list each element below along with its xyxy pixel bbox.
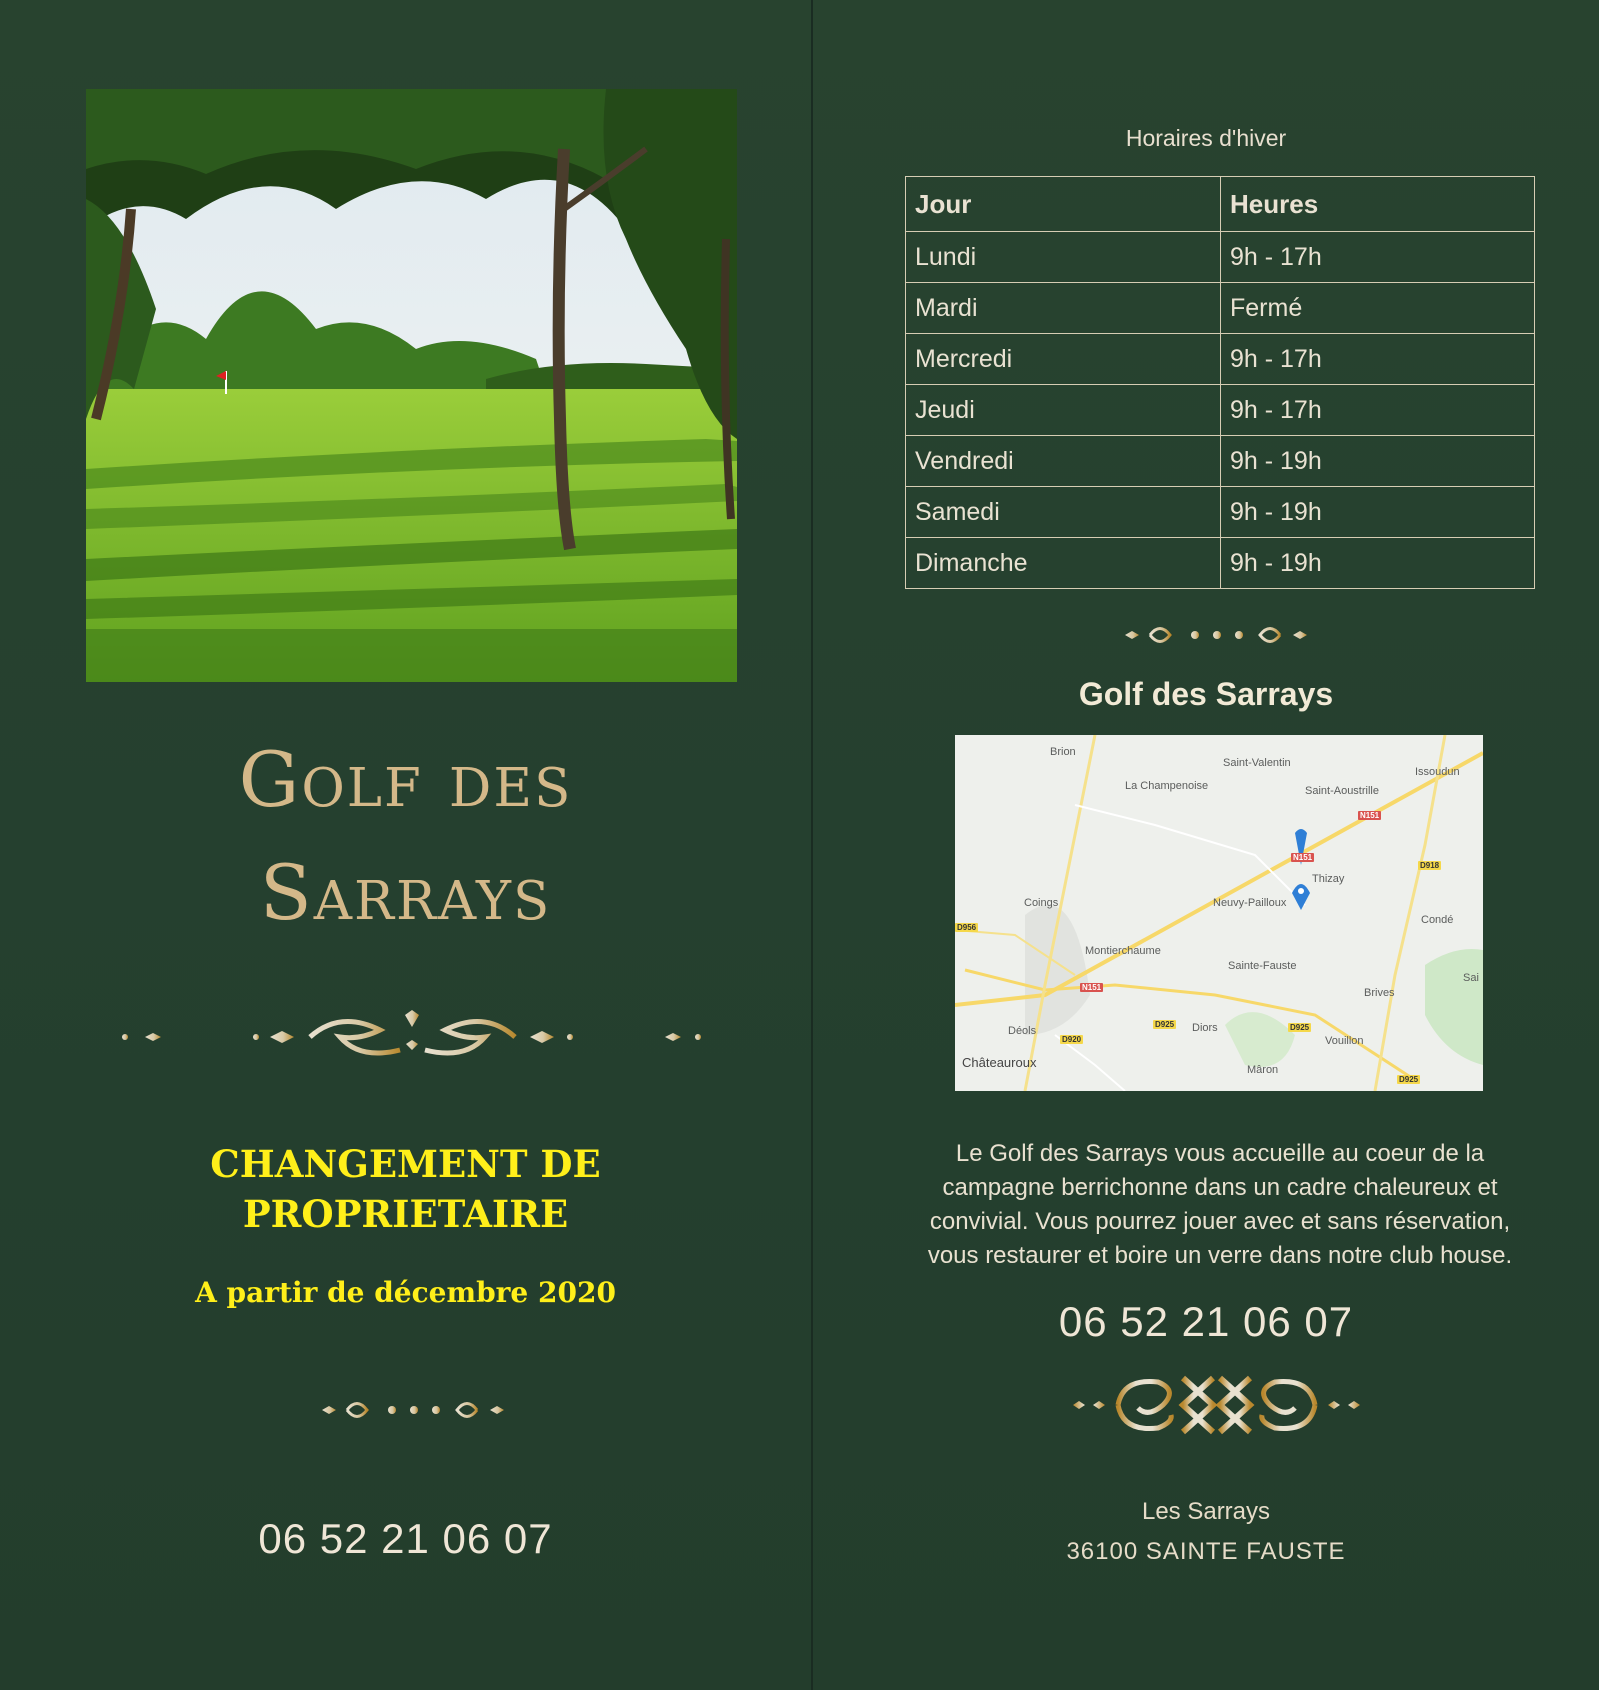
ornament-divider-medallion — [1063, 1370, 1370, 1440]
map-place-label: Neuvy-Pailloux — [1213, 897, 1287, 909]
ornament-divider-small — [302, 1395, 524, 1425]
golf-course-photo — [86, 89, 737, 682]
title-line-2: Sarrays — [259, 848, 552, 937]
map-place-label: Thizay — [1312, 873, 1345, 885]
map-place-label: Sainte-Fauste — [1228, 960, 1297, 972]
map-road-label: D918 — [1420, 861, 1440, 870]
map-place-label: Saint-Valentin — [1223, 757, 1291, 769]
address-line-2: 36100 SAINTE FAUSTE — [1066, 1538, 1346, 1565]
hours-cell: 9h - 19h — [1221, 487, 1535, 538]
hours-caption: Horaires d'hiver — [1125, 125, 1287, 151]
day-cell: Jeudi — [906, 385, 1221, 436]
hours-cell: 9h - 17h — [1221, 232, 1535, 283]
map-place-label: Vouillon — [1325, 1035, 1364, 1047]
map-place-label: Issoudun — [1415, 766, 1460, 778]
phone-number-left: 06 52 21 06 07 — [258, 1515, 553, 1562]
table-row — [906, 538, 1535, 589]
location-map[interactable] — [955, 735, 1483, 1091]
map-place-label: Condé — [1421, 914, 1454, 926]
description-text: Le Golf des Sarrays vous accueille au coeur de la campagne berrichonne dans un cadre chaleureux et convivial. Vous pourrez jouer avec et sans réservation, vous restaurer et boire un verre dans notre club house. — [927, 1140, 1513, 1269]
day-cell: Lundi — [906, 232, 1221, 283]
map-place-label: Brives — [1364, 987, 1395, 999]
hours-cell: Fermé — [1221, 283, 1535, 334]
ornament-divider-large — [120, 1010, 705, 1070]
map-road-label: D920 — [1062, 1035, 1082, 1044]
table-row — [906, 283, 1535, 334]
phone-number-right: 06 52 21 06 07 — [1058, 1298, 1354, 1345]
table-row — [906, 334, 1535, 385]
table-row — [906, 232, 1535, 283]
header-hours: Heures — [1221, 177, 1535, 232]
ornament-divider-small — [1105, 620, 1327, 650]
map-place-label: Saint-Aoustrille — [1305, 785, 1379, 797]
header-day: Jour — [906, 177, 1221, 232]
table-row — [906, 385, 1535, 436]
title-line-1: Golf des — [238, 735, 573, 824]
day-cell: Samedi — [906, 487, 1221, 538]
map-road-label: N151 — [1360, 811, 1380, 820]
map-place-label: Sai — [1463, 972, 1479, 984]
map-road-label: D925 — [1155, 1020, 1175, 1029]
opening-hours-table — [905, 176, 1535, 589]
map-road-label: D925 — [1399, 1075, 1419, 1084]
golf-subtitle: Golf des Sarrays — [1078, 676, 1334, 712]
map-place-label: Déols — [1008, 1025, 1037, 1037]
map-roads — [955, 735, 1483, 1091]
hours-cell: 9h - 19h — [1221, 436, 1535, 487]
hours-cell: 9h - 17h — [1221, 334, 1535, 385]
map-place-label: Brion — [1050, 746, 1076, 758]
hours-cell: 9h - 19h — [1221, 538, 1535, 589]
announcement-line-1: CHANGEMENT DE — [210, 1142, 601, 1186]
map-place-label: Coings — [1024, 897, 1059, 909]
map-road-label: N151 — [1082, 983, 1102, 992]
announcement-date: A partir de décembre 2020 — [195, 1276, 616, 1309]
map-place-label: Mâron — [1247, 1064, 1279, 1076]
announcement-line-2: PROPRIETAIRE — [242, 1192, 569, 1236]
map-place-label: Châteauroux — [962, 1055, 1037, 1070]
map-place-label: Montierchaume — [1085, 945, 1161, 957]
table-row — [906, 487, 1535, 538]
address-line-1: Les Sarrays — [1141, 1498, 1271, 1525]
map-place-label: Diors — [1192, 1022, 1218, 1034]
day-cell: Vendredi — [906, 436, 1221, 487]
map-place-label: La Champenoise — [1125, 780, 1209, 792]
table-header-row — [906, 177, 1535, 232]
day-cell: Mercredi — [906, 334, 1221, 385]
day-cell: Dimanche — [906, 538, 1221, 589]
map-road-label: D956 — [957, 923, 977, 932]
map-road-label: D925 — [1290, 1023, 1310, 1032]
table-row — [906, 436, 1535, 487]
map-road-label: N151 — [1293, 853, 1313, 862]
day-cell: Mardi — [906, 283, 1221, 334]
hours-cell: 9h - 17h — [1221, 385, 1535, 436]
